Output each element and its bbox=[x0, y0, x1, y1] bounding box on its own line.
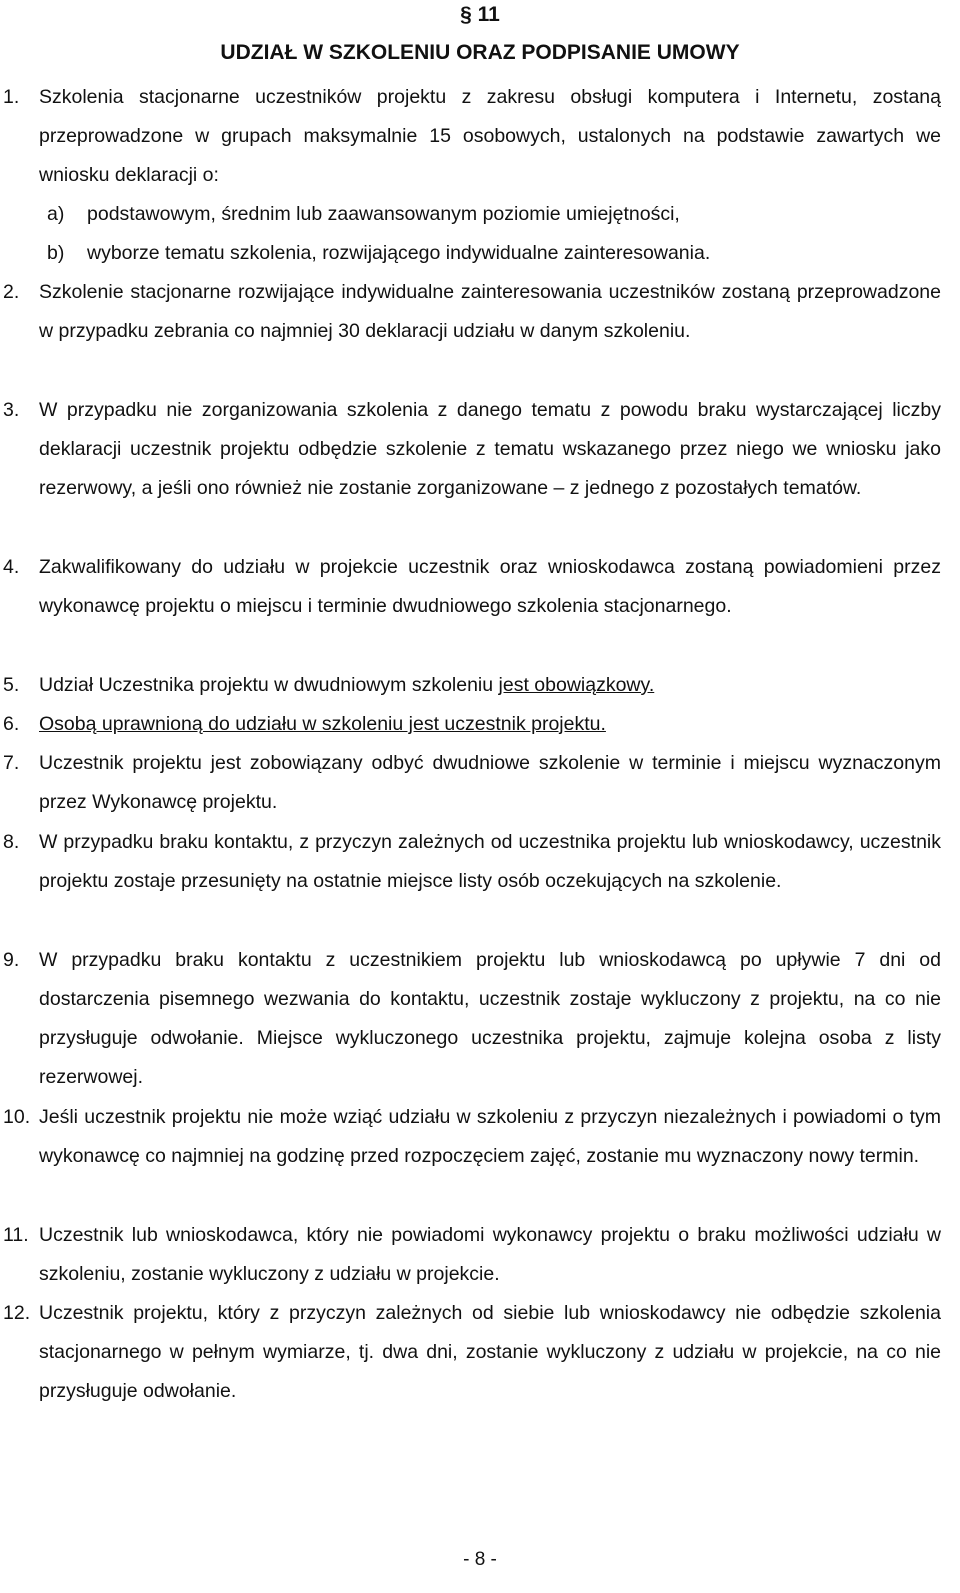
item-text-plain: Udział Uczestnika projektu w dwudniowym szkoleniu bbox=[39, 674, 499, 696]
item-text: W przypadku nie zorganizowania szkolenia z danego tematu z powodu braku wystarczającej liczby deklaracji uczestnik projektu odbędzie szkolenie z tematu wskazanego przez niego we wniosku jako rezerwowy, a jeśli ono również nie zostanie zorganizowane – z jednego z pozostałych tematów. bbox=[39, 399, 941, 499]
item-number: 1. bbox=[3, 86, 20, 108]
item-text: W przypadku braku kontaktu z uczestnikiem projektu lub wnioskodawcą po upływie 7 dni od dostarczenia pisemnego wezwania do kontaktu, uczestnik zostaje wykluczony z projektu, na co nie przysługuje odwołanie. Miejsce wykluczonego uczestnika projektu, zajmuje kolejna osoba z listy rezerwowej. bbox=[39, 949, 941, 1088]
item-text: Uczestnik projektu, który z przyczyn zależnych od siebie lub wnioskodawcy nie odbędzie szkolenia stacjonarnego w pełnym wymiarze, tj. dwa dni, zostanie wykluczony z udziału w projekcie, na co nie przysługuje odwołanie. bbox=[39, 1302, 941, 1402]
item-number: 4. bbox=[3, 556, 20, 578]
item-text-underlined: jest obowiązkowy. bbox=[498, 674, 655, 696]
section-number: § 11 bbox=[460, 3, 500, 26]
item-number: 12. bbox=[3, 1302, 31, 1324]
item-number: 11. bbox=[3, 1224, 29, 1246]
item-text: Zakwalifikowany do udziału w projekcie uczestnik oraz wnioskodawca zostaną powiadomieni przez wykonawcę projektu o miejscu i terminie dwudniowego szkolenia stacjonarnego. bbox=[39, 556, 941, 617]
item-text: Uczestnik projektu jest zobowiązany odbyć dwudniowe szkolenie w terminie i miejscu wyznaczonym przez Wykonawcę projektu. bbox=[39, 752, 941, 813]
item-text: Jeśli uczestnik projektu nie może wziąć udziału w szkoleniu z przyczyn niezależnych i powiadomi o tym wykonawcę co najmniej na godzinę przed rozpoczęciem zajęć, zostanie mu wyznaczony nowy termin. bbox=[39, 1106, 941, 1167]
item-text bbox=[39, 666, 941, 705]
item-number: 2. bbox=[3, 281, 20, 303]
item-text bbox=[39, 705, 941, 744]
sub-item-label: b) bbox=[47, 242, 65, 264]
item-number: 6. bbox=[3, 713, 20, 735]
sub-item-text: wyborze tematu szkolenia, rozwijającego indywidualne zainteresowania. bbox=[87, 242, 711, 264]
item-number: 10. bbox=[3, 1106, 31, 1128]
item-text: Uczestnik lub wnioskodawca, który nie powiadomi wykonawcy projektu o braku możliwości udziału w szkoleniu, zostanie wykluczony z udziału w projekcie. bbox=[39, 1224, 941, 1285]
page-number: - 8 - bbox=[463, 1549, 497, 1570]
sub-item-label: a) bbox=[47, 203, 65, 225]
item-text: W przypadku braku kontaktu, z przyczyn zależnych od uczestnika projektu lub wnioskodawcy, uczestnik projektu zostaje przesunięty na ostatnie miejsce listy osób oczekujących na szkolenie. bbox=[39, 831, 941, 892]
item-text: Szkolenia stacjonarne uczestników projektu z zakresu obsługi komputera i Internetu, zostaną przeprowadzone w grupach maksymalnie 15 osobowych, ustalonych na podstawie zawartych we wniosku deklaracji o: bbox=[39, 86, 941, 186]
item-number: 9. bbox=[3, 949, 20, 971]
item-number: 3. bbox=[3, 399, 20, 421]
item-number: 5. bbox=[3, 674, 20, 696]
section-title: UDZIAŁ W SZKOLENIU ORAZ PODPISANIE UMOWY bbox=[220, 41, 740, 64]
item-number: 8. bbox=[3, 831, 20, 853]
item-number: 7. bbox=[3, 752, 20, 774]
item-text: Szkolenie stacjonarne rozwijające indywidualne zainteresowania uczestników zostaną przeprowadzone w przypadku zebrania co najmniej 30 deklaracji udziału w danym szkoleniu. bbox=[39, 281, 941, 342]
item-text-underlined: Osobą uprawnioną do udziału w szkoleniu jest uczestnik projektu. bbox=[39, 713, 606, 735]
sub-item-text: podstawowym, średnim lub zaawansowanym poziomie umiejętności, bbox=[87, 203, 680, 225]
